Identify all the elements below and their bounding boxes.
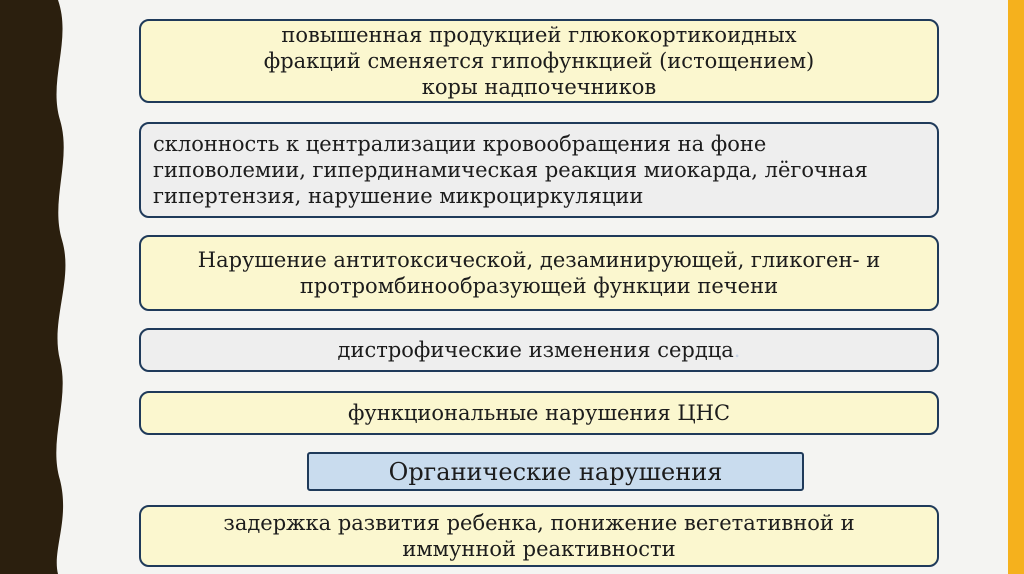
text-box-circulation-label: склонность к централизации кровообращения на фоне гиповолемии, гипердинамическая реакция миокарда, лёгочная гипертензия, нарушение микроциркуляции [153, 131, 868, 209]
text-box-cns [139, 391, 939, 435]
text-box-adrenal [139, 19, 939, 103]
text-box-heart-trailing-dot: . [733, 337, 741, 362]
text-box-cns-label: функциональные нарушения ЦНС [347, 400, 731, 425]
text-box-liver [139, 235, 939, 311]
text-box-development [139, 505, 939, 567]
decorative-left-band [0, 0, 80, 574]
heading-organic-disorders [307, 452, 804, 491]
decorative-right-accent [1008, 0, 1024, 574]
text-box-adrenal-label: повышенная продукцией глюкокортикоидных фракций сменяется гипофункцией (истощением) коры надпочечников [263, 22, 815, 100]
text-box-circulation [139, 122, 939, 218]
text-box-heart [139, 328, 939, 372]
heading-organic-disorders-label: Органические нарушения [388, 457, 723, 486]
text-box-heart-label: дистрофические изменения сердца [337, 337, 734, 362]
text-box-liver-label: Нарушение антитоксической, дезаминирующей, гликоген- и протромбинообразующей функции печени [197, 247, 881, 298]
text-box-development-label: задержка развития ребенка, понижение вегетативной и иммунной реактивности [223, 510, 855, 561]
